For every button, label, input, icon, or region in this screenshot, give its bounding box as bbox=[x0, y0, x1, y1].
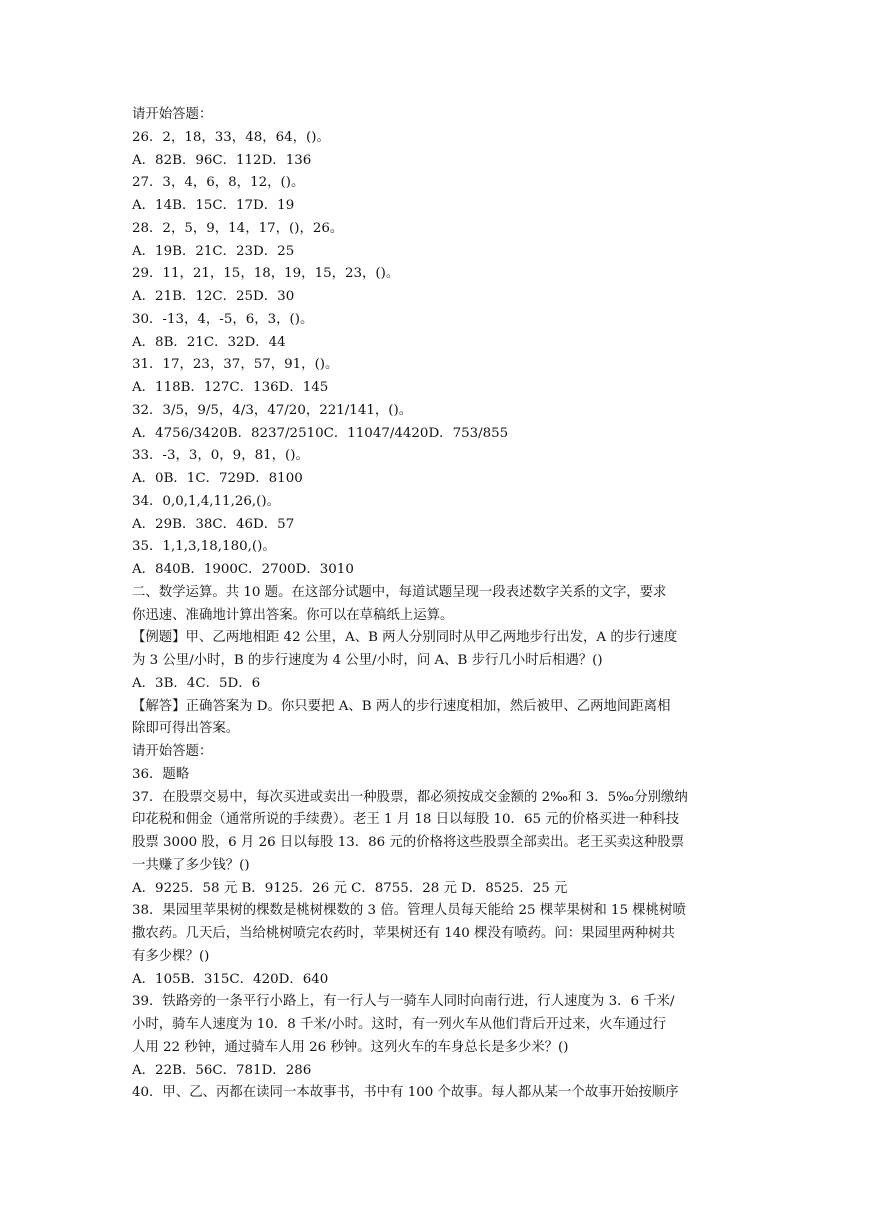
question-37-cont-3: 一共赚了多少钱？() bbox=[132, 857, 250, 873]
section-instructions: 你迅速、准确地计算出答案。你可以在草稿纸上运算。 bbox=[132, 607, 454, 623]
question-40: 40．甲、乙、丙都在读同一本故事书，书中有 100 个故事。每人都从某一个故事开始按顺序 bbox=[132, 1085, 679, 1101]
question-39: 39．铁路旁的一条平行小路上，有一行人与一骑车人同时向南行进，行人速度为 3．6 千米/ bbox=[132, 994, 675, 1010]
question-37-cont-2: 股票 3000 股，6 月 26 日以每股 13．86 元的价格将这些股票全部卖出。老王买卖这种股票 bbox=[132, 835, 685, 850]
question-30: 30．-13，4，-5，6，3，()。 bbox=[132, 311, 314, 327]
question-38-cont-2: 有多少棵？() bbox=[132, 948, 210, 964]
example-answer-cont: 除即可得出答案。 bbox=[132, 721, 240, 737]
question-26: 26．2，18，33，48，64，()。 bbox=[132, 129, 330, 145]
options-31: A．118B．127C．136D．145 bbox=[132, 380, 329, 395]
options-26: A．82B．96C．112D．136 bbox=[132, 152, 312, 168]
question-37: 37．在股票交易中，每次买进或卖出一种股票，都必须按成交金额的 2‰和 3．5‰分别缴纳 bbox=[132, 789, 688, 805]
question-39-cont-2: 人用 22 秒钟，通过骑车人用 26 秒钟。这列火车的车身总长是多少米？() bbox=[132, 1039, 569, 1055]
question-38: 38．果园里苹果树的棵数是桃树棵数的 3 倍。管理人员每天能给 25 棵苹果树和 15 棵桃树喷 bbox=[132, 903, 686, 919]
options-29: A．21B．12C．25D．30 bbox=[132, 289, 295, 304]
section-heading: 二、数学运算。共 10 题。在这部分试题中，每道试题呈现一段表述数字关系的文字，要求 bbox=[132, 584, 667, 600]
question-35: 35．1,1,3,18,180,()。 bbox=[132, 539, 276, 555]
example-question-cont: 为 3 公里/小时，B 的步行速度为 4 公里/小时，问 A、B 步行几小时后相遇？() bbox=[132, 653, 603, 668]
question-28: 28．2，5，9，14，17，()，26。 bbox=[132, 220, 344, 236]
options-35: A．840B．1900C．2700D．3010 bbox=[132, 562, 354, 577]
example-options: A．3B．4C．5D．6 bbox=[132, 675, 261, 691]
options-33: A．0B．1C．729D．8100 bbox=[132, 471, 303, 486]
options-38: A．105B．315C．420D．640 bbox=[132, 971, 329, 987]
question-38-cont-1: 撒农药。几天后，当给桃树喷完农药时，苹果树还有 140 棵没有喷药。问：果园里两种树共 bbox=[132, 926, 675, 941]
example-question: 【例题】甲、乙两地相距 42 公里，A、B 两人分别同时从甲乙两地步行出发，A 的步行速度 bbox=[132, 630, 678, 646]
options-30: A．8B．21C．32D．44 bbox=[132, 334, 286, 350]
question-29: 29．11，21，15，18，19，15，23，()。 bbox=[132, 266, 400, 282]
document-page bbox=[132, 104, 740, 1105]
question-36: 36．题略 bbox=[132, 766, 190, 782]
section-prompt: 请开始答题： bbox=[132, 107, 213, 122]
options-39: A．22B．56C．781D．286 bbox=[132, 1062, 312, 1078]
options-34: A．29B．38C．46D．57 bbox=[132, 516, 295, 532]
options-32: A．4756/3420B．8237/2510C．11047/4420D．753/855 bbox=[132, 425, 509, 441]
question-31: 31．17，23，37，57，91，()。 bbox=[132, 357, 339, 373]
question-34: 34．0,0,1,4,11,26,()。 bbox=[132, 493, 280, 509]
question-27: 27．3，4，6，8，12，()。 bbox=[132, 175, 305, 191]
question-37-cont-1: 印花税和佣金（通常所说的手续费）。老王 1 月 18 日以每股 10．65 元的价格买进一种科技 bbox=[132, 812, 680, 828]
options-27: A．14B．15C．17D．19 bbox=[132, 198, 295, 213]
section-prompt-2: 请开始答题： bbox=[132, 744, 213, 759]
options-37: A．9225．58 元 B．9125．26 元 C．8755．28 元 D．8525．25 元 bbox=[132, 880, 568, 896]
question-32: 32．3/5，9/5，4/3，47/20，221/141，()。 bbox=[132, 402, 413, 418]
question-33: 33．-3，3，0，9，81，()。 bbox=[132, 448, 309, 464]
question-39-cont-1: 小时，骑车人速度为 10．8 千米/小时。这时，有一列火车从他们背后开过来，火车通过行 bbox=[132, 1017, 667, 1032]
options-28: A．19B．21C．23D．25 bbox=[132, 243, 295, 259]
example-answer: 【解答】正确答案为 D。你只要把 A、B 两人的步行速度相加，然后被甲、乙两地间距离相 bbox=[132, 698, 671, 714]
